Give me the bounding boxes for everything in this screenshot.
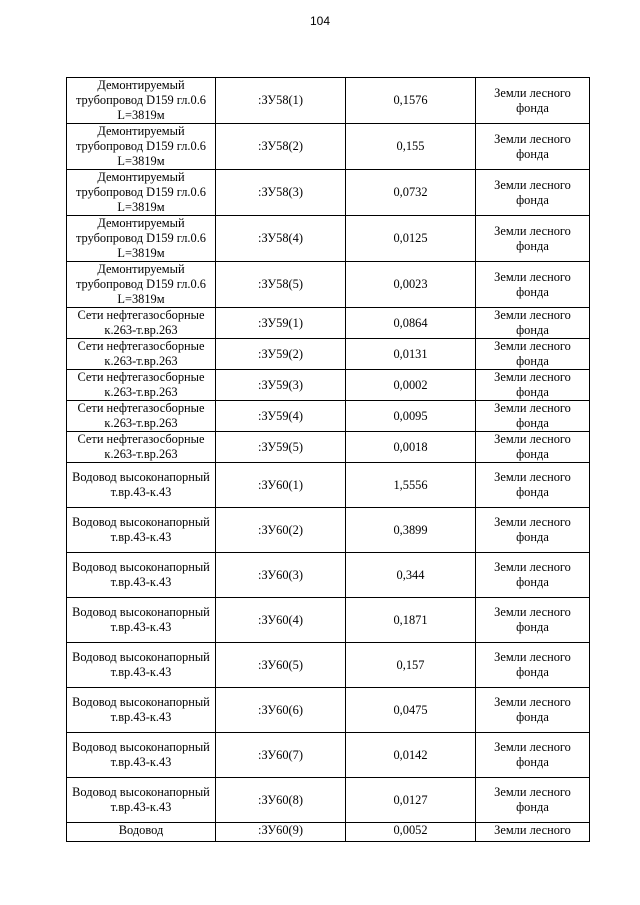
land-category-cell: Земли лесного фонда (476, 262, 590, 308)
land-category-cell: Земли лесного (476, 823, 590, 842)
plot-id-cell: :ЗУ60(1) (216, 463, 346, 508)
area-cell: 0,3899 (346, 508, 476, 553)
plot-id-cell: :ЗУ59(1) (216, 308, 346, 339)
plot-id-cell: :ЗУ58(2) (216, 124, 346, 170)
plot-id-cell: :ЗУ59(4) (216, 401, 346, 432)
table-row (67, 370, 590, 401)
area-cell: 0,0052 (346, 823, 476, 842)
object-name-cell: Демонтируемый трубопровод D159 гл.0.6 L=3819м (67, 216, 216, 262)
plot-id-cell: :ЗУ58(3) (216, 170, 346, 216)
table-row (67, 688, 590, 733)
land-category-cell: Земли лесного фонда (476, 339, 590, 370)
table-row (67, 598, 590, 643)
table-row (67, 643, 590, 688)
area-cell: 0,0127 (346, 778, 476, 823)
object-name-cell: Водовод высоконапорный т.вр.43-к.43 (67, 463, 216, 508)
land-category-cell: Земли лесного фонда (476, 78, 590, 124)
object-name-cell: Сети нефтегазосборные к.263-т.вр.263 (67, 432, 216, 463)
table-row (67, 463, 590, 508)
land-category-cell: Земли лесного фонда (476, 778, 590, 823)
object-name-cell: Водовод высоконапорный т.вр.43-к.43 (67, 598, 216, 643)
area-cell: 0,344 (346, 553, 476, 598)
table-row (67, 432, 590, 463)
land-category-cell: Земли лесного фонда (476, 598, 590, 643)
table-row (67, 216, 590, 262)
area-cell: 0,0002 (346, 370, 476, 401)
land-plots-table (66, 77, 590, 842)
plot-id-cell: :ЗУ60(3) (216, 553, 346, 598)
plot-id-cell: :ЗУ59(5) (216, 432, 346, 463)
object-name-cell: Демонтируемый трубопровод D159 гл.0.6 L=3819м (67, 78, 216, 124)
land-category-cell: Земли лесного фонда (476, 401, 590, 432)
object-name-cell: Демонтируемый трубопровод D159 гл.0.6 L=3819м (67, 170, 216, 216)
object-name-cell: Демонтируемый трубопровод D159 гл.0.6 L=3819м (67, 124, 216, 170)
object-name-cell: Демонтируемый трубопровод D159 гл.0.6 L=3819м (67, 262, 216, 308)
plot-id-cell: :ЗУ60(5) (216, 643, 346, 688)
table-row (67, 508, 590, 553)
table-row (67, 733, 590, 778)
plot-id-cell: :ЗУ59(3) (216, 370, 346, 401)
area-cell: 0,0864 (346, 308, 476, 339)
land-category-cell: Земли лесного фонда (476, 733, 590, 778)
land-category-cell: Земли лесного фонда (476, 370, 590, 401)
object-name-cell: Сети нефтегазосборные к.263-т.вр.263 (67, 401, 216, 432)
land-category-cell: Земли лесного фонда (476, 216, 590, 262)
land-category-cell: Земли лесного фонда (476, 170, 590, 216)
area-cell: 0,0131 (346, 339, 476, 370)
object-name-cell: Водовод высоконапорный т.вр.43-к.43 (67, 553, 216, 598)
object-name-cell: Сети нефтегазосборные к.263-т.вр.263 (67, 370, 216, 401)
land-category-cell: Земли лесного фонда (476, 688, 590, 733)
area-cell: 0,155 (346, 124, 476, 170)
table-row (67, 78, 590, 124)
land-category-cell: Земли лесного фонда (476, 643, 590, 688)
object-name-cell: Сети нефтегазосборные к.263-т.вр.263 (67, 339, 216, 370)
object-name-cell: Водовод высоконапорный т.вр.43-к.43 (67, 778, 216, 823)
area-cell: 1,5556 (346, 463, 476, 508)
land-category-cell: Земли лесного фонда (476, 463, 590, 508)
area-cell: 0,1576 (346, 78, 476, 124)
area-cell: 0,0125 (346, 216, 476, 262)
plot-id-cell: :ЗУ58(4) (216, 216, 346, 262)
plot-id-cell: :ЗУ60(6) (216, 688, 346, 733)
object-name-cell: Водовод высоконапорный т.вр.43-к.43 (67, 733, 216, 778)
page-number: 104 (309, 14, 331, 28)
plot-id-cell: :ЗУ59(2) (216, 339, 346, 370)
table-row (67, 401, 590, 432)
table-row (67, 308, 590, 339)
area-cell: 0,0142 (346, 733, 476, 778)
plot-id-cell: :ЗУ60(4) (216, 598, 346, 643)
area-cell: 0,0023 (346, 262, 476, 308)
table-row (67, 124, 590, 170)
table-row (67, 778, 590, 823)
plot-id-cell: :ЗУ60(8) (216, 778, 346, 823)
plot-id-cell: :ЗУ60(2) (216, 508, 346, 553)
land-category-cell: Земли лесного фонда (476, 553, 590, 598)
table-row (67, 170, 590, 216)
area-cell: 0,1871 (346, 598, 476, 643)
area-cell: 0,0732 (346, 170, 476, 216)
object-name-cell: Водовод высоконапорный т.вр.43-к.43 (67, 643, 216, 688)
land-category-cell: Земли лесного фонда (476, 124, 590, 170)
object-name-cell: Сети нефтегазосборные к.263-т.вр.263 (67, 308, 216, 339)
plot-id-cell: :ЗУ60(9) (216, 823, 346, 842)
area-cell: 0,0475 (346, 688, 476, 733)
plot-id-cell: :ЗУ58(1) (216, 78, 346, 124)
table-row (67, 553, 590, 598)
area-cell: 0,157 (346, 643, 476, 688)
table-row (67, 823, 590, 842)
object-name-cell: Водовод высоконапорный т.вр.43-к.43 (67, 508, 216, 553)
object-name-cell: Водовод высоконапорный т.вр.43-к.43 (67, 688, 216, 733)
plot-id-cell: :ЗУ58(5) (216, 262, 346, 308)
land-category-cell: Земли лесного фонда (476, 432, 590, 463)
area-cell: 0,0095 (346, 401, 476, 432)
plot-id-cell: :ЗУ60(7) (216, 733, 346, 778)
table-row (67, 339, 590, 370)
land-category-cell: Земли лесного фонда (476, 308, 590, 339)
land-category-cell: Земли лесного фонда (476, 508, 590, 553)
table-row (67, 262, 590, 308)
object-name-cell: Водовод (67, 823, 216, 842)
area-cell: 0,0018 (346, 432, 476, 463)
